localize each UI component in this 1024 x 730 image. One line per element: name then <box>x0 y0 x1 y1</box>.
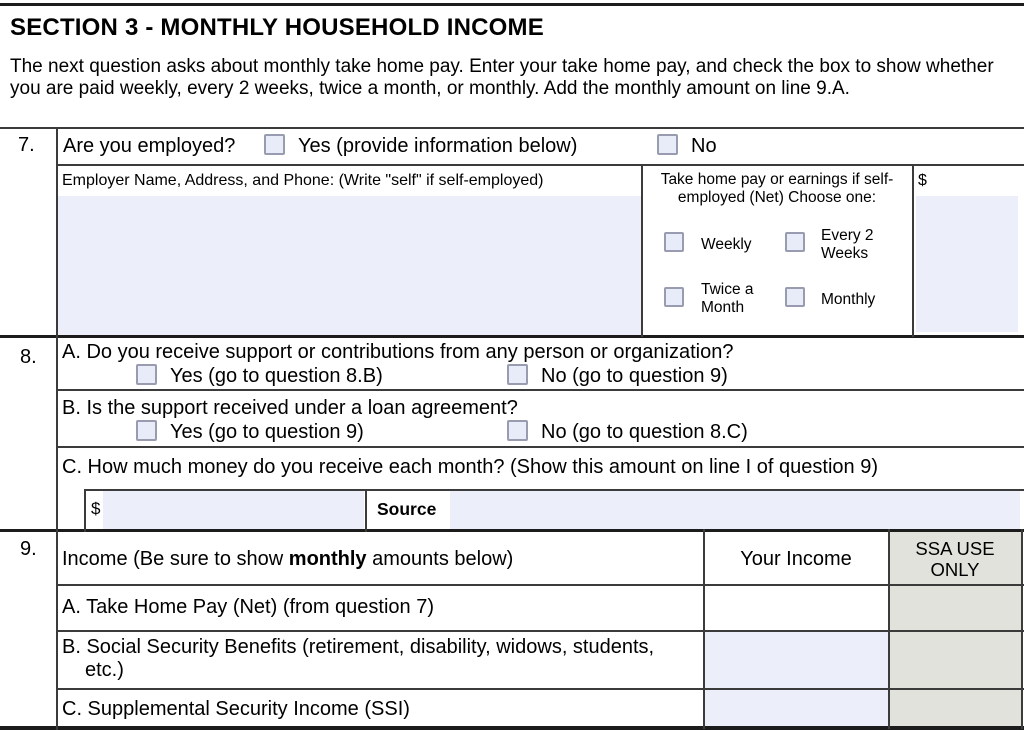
q7-number: 7. <box>18 134 35 156</box>
q9-income-header-prefix: Income (Be sure to show <box>62 548 289 570</box>
q8a-no-checkbox[interactable] <box>507 364 528 385</box>
take-home-pay-header-line2: employed (Net) Choose one: <box>677 189 877 206</box>
divider <box>84 489 86 532</box>
q9-row-a-your-income-input[interactable] <box>705 586 888 630</box>
q8a-yes-checkbox[interactable] <box>136 364 157 385</box>
divider <box>56 446 1024 448</box>
employer-info-input[interactable] <box>58 196 641 335</box>
divider <box>888 529 890 729</box>
employer-header: Employer Name, Address, and Phone: (Write "self" if self-employed) <box>62 172 544 189</box>
q7-dollar-sign: $ <box>918 172 927 189</box>
divider <box>0 127 1024 129</box>
q9-income-header <box>62 548 513 571</box>
divider <box>84 489 1024 491</box>
intro-text: The next question asks about monthly take home pay. Enter your take home pay, and check the box to show whether you are paid weekly, every 2 weeks, twice a month, or monthly. Add the monthly amount on line 9.A. <box>10 56 994 99</box>
q9-income-header-suffix: amounts below) <box>366 548 514 570</box>
q8-number: 8. <box>20 346 37 368</box>
freq-monthly-checkbox[interactable] <box>785 287 805 307</box>
freq-every-2-weeks-checkbox[interactable] <box>785 232 805 252</box>
divider <box>56 389 1024 391</box>
freq-weekly-checkbox[interactable] <box>664 232 684 252</box>
q7-yes-label: Yes (provide information below) <box>298 135 578 157</box>
q8b-yes-checkbox[interactable] <box>136 420 157 441</box>
q7-yes-checkbox[interactable] <box>264 134 285 155</box>
divider <box>56 630 1024 632</box>
freq-every-2-weeks-label: Every 2 Weeks <box>821 227 874 262</box>
q8a-yes-label: Yes (go to question 8.B) <box>170 365 383 387</box>
divider <box>56 688 1024 690</box>
q9-your-income-header: Your Income <box>740 548 852 570</box>
q9-row-a-label: A. Take Home Pay (Net) (from question 7) <box>62 596 434 618</box>
q8-amount-input[interactable] <box>103 491 364 529</box>
divider <box>56 584 1024 586</box>
divider <box>56 164 1024 166</box>
q8b-no-checkbox[interactable] <box>507 420 528 441</box>
divider <box>0 529 1024 532</box>
freq-monthly-label: Monthly <box>821 291 876 308</box>
q9-ssa-use-only-header: SSA USE ONLY <box>915 538 995 580</box>
q9-row-c-label: C. Supplemental Security Income (SSI) <box>62 698 410 720</box>
divider <box>0 335 1024 338</box>
take-home-pay-header <box>644 171 910 207</box>
q8-source-input[interactable] <box>450 491 1020 529</box>
q8b-question: B. Is the support received under a loan agreement? <box>62 397 518 419</box>
q8-amount-dollar-sign: $ <box>91 499 101 518</box>
q8c-question: C. How much money do you receive each month? (Show this amount on line I of question 9) <box>62 456 878 478</box>
q9-row-c-your-income-input[interactable] <box>705 690 888 726</box>
q9-row-b-your-income-input[interactable] <box>705 632 888 688</box>
q9-income-header-bold: monthly <box>288 548 367 570</box>
freq-twice-a-month-label: Twice a Month <box>701 281 754 316</box>
bottom-rule <box>0 726 1024 730</box>
q8b-yes-label: Yes (go to question 9) <box>170 421 364 443</box>
divider <box>1021 529 1023 729</box>
q8-source-label: Source <box>377 499 437 519</box>
take-home-pay-header-line1: Take home pay or earnings if self- <box>660 171 894 188</box>
q9-number: 9. <box>20 538 37 560</box>
divider <box>365 489 367 532</box>
q7-take-home-pay-input[interactable] <box>916 196 1018 332</box>
section-title: SECTION 3 - MONTHLY HOUSEHOLD INCOME <box>10 14 544 41</box>
divider <box>641 164 643 337</box>
q8a-no-label: No (go to question 9) <box>541 365 728 387</box>
freq-twice-a-month-checkbox[interactable] <box>664 287 684 307</box>
q7-no-checkbox[interactable] <box>657 134 678 155</box>
divider <box>56 127 58 730</box>
q7-question: Are you employed? <box>63 135 236 157</box>
q8a-question: A. Do you receive support or contributions from any person or organization? <box>62 341 734 363</box>
q7-no-label: No <box>691 135 717 157</box>
divider <box>912 164 914 337</box>
freq-weekly-label: Weekly <box>701 236 752 253</box>
q8b-no-label: No (go to question 8.C) <box>541 421 748 443</box>
q9-row-b-label: B. Social Security Benefits (retirement, disability, widows, students, etc.) <box>62 636 655 681</box>
top-rule <box>0 3 1024 6</box>
